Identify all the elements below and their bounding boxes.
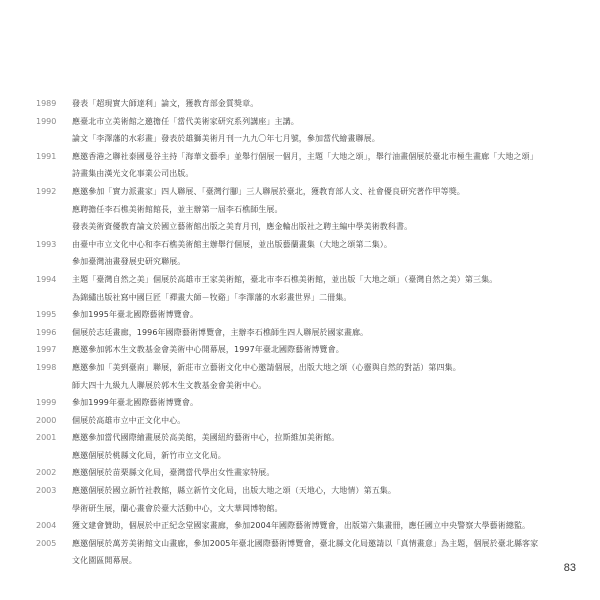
entry-year: 2000: [36, 415, 57, 425]
entry-year: 2004: [36, 521, 57, 531]
entry-text: [72, 113, 576, 148]
chronology-entry: [36, 429, 576, 464]
entry-year: 2003: [36, 486, 57, 496]
chronology-list: [36, 95, 576, 570]
entry-text: [72, 183, 576, 236]
chronology-entry: [36, 482, 576, 517]
chronology-entry: [36, 341, 576, 359]
chronology-entry: [36, 359, 576, 394]
entry-line: 主題「臺灣自然之美」個展於高雄市王家美術館，臺北市李石樵美術館，並出版「大地之頌」（臺灣自然之美）第三集。: [72, 274, 498, 284]
entry-line: 發表「超現實大師達利」論文，獲教育部金質獎章。: [72, 99, 259, 108]
chronology-entry: [36, 271, 576, 306]
entry-year: 2001: [36, 433, 57, 443]
entry-year: 2005: [36, 538, 57, 548]
entry-line: 詩畫集由漢光文化事業公司出版。: [72, 169, 194, 179]
entry-line: 應邀個展於國立新竹社教館，縣立新竹文化局，出版大地之頌（天地心，大地情）第五集。: [72, 486, 396, 496]
entry-text: [72, 394, 576, 412]
chronology-entry: [36, 183, 576, 236]
entry-line: 參加1999年臺北國際藝術博覽會。: [72, 398, 199, 408]
entry-line: 應邀香港之聯社泰國曼谷主持「海華文藝季」並舉行個展一個月，主題「大地之頌」，舉行油畫個展於臺北市極生畫廊「大地之頌」: [72, 151, 538, 161]
entry-year: 1990: [36, 116, 57, 126]
chronology-entry: [36, 517, 576, 535]
entry-text: [72, 535, 576, 570]
entry-year: 1989: [36, 99, 57, 108]
entry-line: 應邀參加當代國際繪畫展於高美館，美國紐約藝術中心，拉斯維加美術館。: [72, 433, 340, 443]
entry-text: [72, 95, 576, 113]
entry-text: [72, 341, 576, 359]
entry-line: 個展於志廷畫廊，1996年國際藝術博覽會，主辦李石樵師生四人聯展於國家畫廊。: [72, 327, 369, 337]
entry-line: 應邀參加「美到臺南」聯展，新莊市立藝術文化中心邀請個展，出版大地之頌（心靈與自然的對話）第四集。: [72, 362, 461, 372]
entry-line: 參加1995年臺北國際藝術博覽會。: [72, 310, 199, 320]
entry-line: 師大四十九級九人聯展於郭木生文教基金會美術中心。: [72, 380, 267, 390]
entry-year: 1992: [36, 186, 57, 196]
entry-text: [72, 359, 576, 394]
entry-text: [72, 412, 576, 430]
entry-line: 個展於高雄市立中正文化中心。: [72, 415, 186, 425]
entry-line: 發表美術資優教育論文於國立藝術館出版之美育月刊，應金輪出版社之聘主編中學美術教科書。: [72, 222, 413, 232]
entry-text: [72, 429, 576, 464]
entry-text: [72, 236, 576, 271]
chronology-entry: [36, 535, 576, 570]
chronology-entry: [36, 236, 576, 271]
entry-year: 2002: [36, 468, 57, 478]
entry-line: 獲文建會贊助，個展於中正紀念堂國家畫廊，參加2004年國際藝術博覽會，出版第六集畫冊，應任國立中央警察大學藝術總監。: [72, 521, 531, 531]
entry-year: 1991: [36, 151, 57, 161]
entry-line: 學術研生展，蘭心畫會於臺大活動中心，文大華岡博物館。: [72, 503, 283, 513]
chronology-entry: [36, 95, 576, 113]
page-number: 83: [563, 562, 576, 574]
entry-text: [72, 482, 576, 517]
entry-year: 1994: [36, 274, 57, 284]
entry-text: [72, 464, 576, 482]
chronology-entry: [36, 324, 576, 342]
entry-year: 1997: [36, 345, 57, 355]
chronology-entry: [36, 412, 576, 430]
entry-text: [72, 517, 576, 535]
entry-text: [72, 271, 576, 306]
entry-line: 應邀參加「實力派畫家」四人聯展、「臺灣行腳」三人聯展於臺北，獲教育部人文、社會優良研究著作甲等獎。: [72, 186, 465, 196]
chronology-entry: [36, 394, 576, 412]
entry-year: 1996: [36, 327, 57, 337]
chronology-entry: [36, 113, 576, 148]
chronology-entry: [36, 464, 576, 482]
entry-year: 1993: [36, 239, 57, 249]
entry-text: [72, 324, 576, 342]
entry-line: 應聘擔任李石樵美術館館長，並主辦第一屆李石樵師生展。: [72, 204, 283, 214]
chronology-entry: [36, 148, 576, 183]
entry-line: 應邀個展於桃縣文化局，新竹市立文化局。: [72, 450, 226, 460]
entry-line: 應邀參加郭木生文教基金會美術中心開幕展，1997年臺北國際藝術博覽會。: [72, 345, 344, 355]
entry-year: 1995: [36, 310, 57, 320]
entry-year: 1998: [36, 362, 57, 372]
entry-line: 文化園區開幕展。: [72, 556, 137, 566]
entry-text: [72, 148, 576, 183]
entry-line: 為錦繡出版社寫中國巨匠「禪畫大師－牧谿」「李澤藩的水彩畫世界」二冊集。: [72, 292, 352, 302]
entry-text: [72, 306, 576, 324]
chronology-entry: [36, 306, 576, 324]
entry-line: 由臺中市立文化中心和李石樵美術館主辦舉行個展，並出版藝蘭畫集（大地之頌第二集）。: [72, 239, 392, 249]
entry-line: 論文「李澤藩的水彩畫」發表於雄獅美術月刊一九九〇年七月號，參加當代繪畫聯展。: [72, 134, 380, 144]
entry-line: 參加臺灣油畫發展史研究聯展。: [72, 257, 186, 267]
entry-line: 應邀個展於萬芳美術館文山畫廊，參加2005年臺北國際藝術博覽會，臺北縣文化局邀請以「真情畫意」為主題，個展於臺北縣客家: [72, 538, 539, 548]
entry-year: 1999: [36, 398, 57, 408]
entry-line: 應臺北市立美術館之邀擔任「當代美術家研究系列講座」主講。: [72, 116, 299, 126]
entry-line: 應邀個展於苗栗縣文化局，臺灣當代學出女性畫家特展。: [72, 468, 275, 478]
